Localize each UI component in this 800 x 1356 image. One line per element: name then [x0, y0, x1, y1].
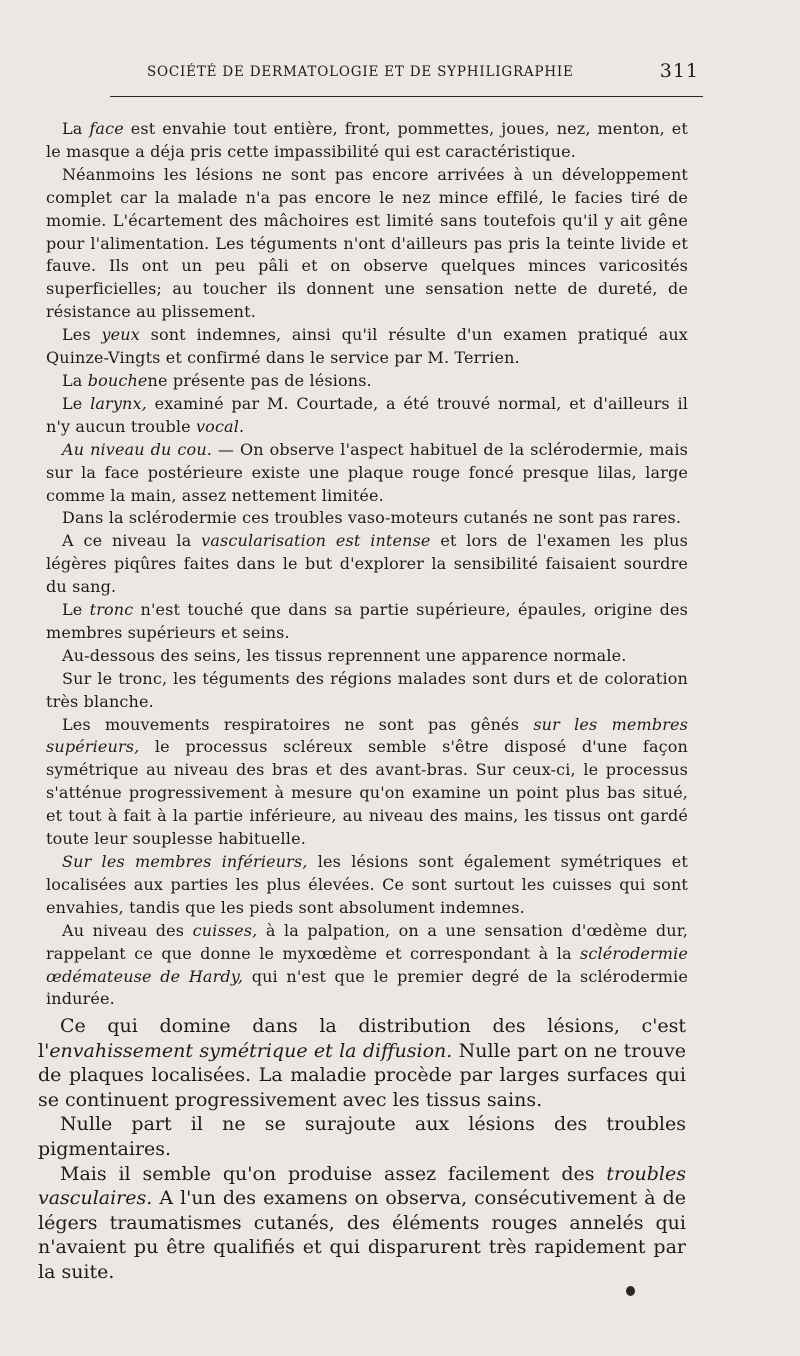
ink-spot: [626, 1286, 635, 1296]
paragraph: [38, 1112, 686, 1161]
paragraph: [46, 370, 688, 393]
paragraph: [46, 393, 688, 439]
text-span: Mais il semble qu'on produise assez facilement des: [60, 1162, 607, 1185]
text-span: La: [62, 119, 90, 138]
paragraph: [38, 1014, 686, 1112]
text-span: les lésions sont également symétriques et localisées aux parties les plus élevées. Ce sont surtout les cuisses qui sont envahies, tandis que les pieds sont absolument indemnes.: [46, 852, 688, 917]
paragraph: [46, 439, 688, 508]
paragraph: [46, 920, 688, 1012]
italic-span: troubles vasculaires.: [38, 1162, 686, 1210]
text-span: Dans la sclérodermie ces troubles vaso-moteurs cutanés ne sont pas rares.: [62, 508, 682, 528]
text-span: Les mouvements respiratoires ne sont pas gênés: [62, 714, 534, 734]
italic-span: face: [89, 119, 124, 138]
text-span: à la palpation, on a une sensation d'œdème dur, rappelant ce que donne le myxœdème et correspondant à la: [46, 920, 688, 963]
text-span: A l'un des examens on observa, consécutivement à de légers traumatismes cutanés, des éléments rouges annelés qui n'avaient pu être qualifiés et qui disparurent très rapidement par la suite.: [38, 1187, 686, 1283]
italic-span: envahissement symétrique et la diffusion.: [49, 1039, 453, 1062]
italic-span: vocal.: [195, 416, 245, 436]
text-span: Le: [62, 600, 90, 620]
italic-span: Sur les membres inférieurs,: [62, 852, 308, 871]
italic-span: larynx,: [90, 393, 147, 413]
text-span: Le: [62, 393, 91, 413]
text-span: qui n'est que le premier degré de la sclérodermie indurée.: [46, 966, 689, 1009]
paragraph: [46, 599, 688, 645]
text-span: Au niveau des: [62, 920, 193, 940]
paragraph: [46, 714, 688, 851]
paragraph: [46, 668, 688, 714]
italic-span: bouche: [87, 370, 148, 390]
paragraph: [46, 507, 688, 530]
text-span: examiné par M. Courtade, a été trouvé normal, et d'ailleurs il n'y aucun trouble: [46, 393, 688, 436]
text-span: n'est touché que dans sa partie supérieure, épaules, origine des membres supérieurs et seins.: [46, 600, 688, 642]
text-span: Nulle part il ne se surajoute aux lésions des troubles pigmentaires.: [38, 1113, 686, 1160]
running-header: [147, 62, 699, 84]
italic-span: sclérodermie œdémateuse de Hardy,: [46, 943, 688, 986]
italic-span: cuisses,: [192, 920, 258, 940]
text-span: le processus scléreux semble s'être disposé d'une façon symétrique au niveau des bras et des avant-bras. Sur ceux-ci, le processus s'atténue progressivement à mesure qu'on examine un point plus bas situé, et tout à fait à la partie inférieure, au niveau des mains, les tissus ont gardé toute leur souplesse habituelle.: [46, 737, 688, 849]
italic-span: sur les membres supérieurs,: [46, 714, 688, 757]
paragraph: [38, 1162, 686, 1285]
paragraph: [46, 164, 688, 324]
italic-span: Au niveau du cou.: [62, 439, 213, 459]
text-span: Ce qui domine dans la distribution des lésions, c'est l': [38, 1015, 686, 1062]
text-span: et lors de l'examen les plus légères piqûres faites dans le but d'explorer la sensibilité faisaient sourdre du sang.: [46, 531, 688, 597]
text-span: Nulle part on ne trouve de plaques localisées. La maladie procède par larges surfaces qui se continuent progressivement avec les tissus sains.: [38, 1039, 686, 1111]
text-span: sont indemnes, ainsi qu'il résulte d'un examen pratiqué aux Quinze-Vingts et confirmé dans le service par M. Terrien.: [46, 325, 688, 368]
italic-span: tronc: [89, 600, 134, 620]
discussion-text: [38, 1014, 686, 1285]
clinical-observation-text: [46, 118, 688, 1011]
paragraph: [46, 118, 688, 164]
page-number: 311: [659, 60, 699, 82]
text-span: Les: [62, 325, 102, 345]
running-title: SOCIÉTÉ DE DERMATOLOGIE ET DE SYPHILIGRAPHIE: [147, 64, 574, 80]
paragraph: [46, 645, 688, 668]
text-span: Sur le tronc, les téguments des régions malades sont durs et de coloration très blanche.: [46, 668, 688, 711]
italic-span: yeux: [101, 325, 140, 345]
text-span: La: [62, 370, 88, 390]
paragraph: [46, 324, 688, 370]
text-span: Néanmoins les lésions ne sont pas encore arrivées à un développement complet car la malade n'a pas encore le nez mince effilé, le facies tiré de momie. L'écartement des mâchoires est limité sans toutefois qu'il y ait gêne pour l'alimentation. Les téguments n'ont d'ailleurs pas pris la teinte livide et fauve. Ils ont un peu pâli et on observe quelques minces varicosités superficielles; au toucher ils donnent une sensation nette de dureté, de résistance au plissement.: [46, 164, 688, 322]
paragraph: [46, 851, 688, 920]
paragraph: [46, 530, 688, 599]
text-span: A ce niveau la: [62, 531, 202, 551]
italic-span: vascularisation est intense: [201, 531, 431, 551]
text-span: Au-dessous des seins, les tissus reprennent une apparence normale.: [62, 645, 627, 665]
text-span: ne présente pas de lésions.: [147, 370, 372, 390]
text-span: est envahie tout entière, front, pommettes, joues, nez, menton, et le masque a déja pris cette impassibilité qui est caractéristique.: [46, 119, 689, 161]
header-rule: [110, 96, 703, 97]
text-span: — On observe l'aspect habituel de la sclérodermie, mais sur la face postérieure existe une plaque rouge foncé presque lilas, large comme la main, assez nettement limitée.: [46, 439, 688, 505]
